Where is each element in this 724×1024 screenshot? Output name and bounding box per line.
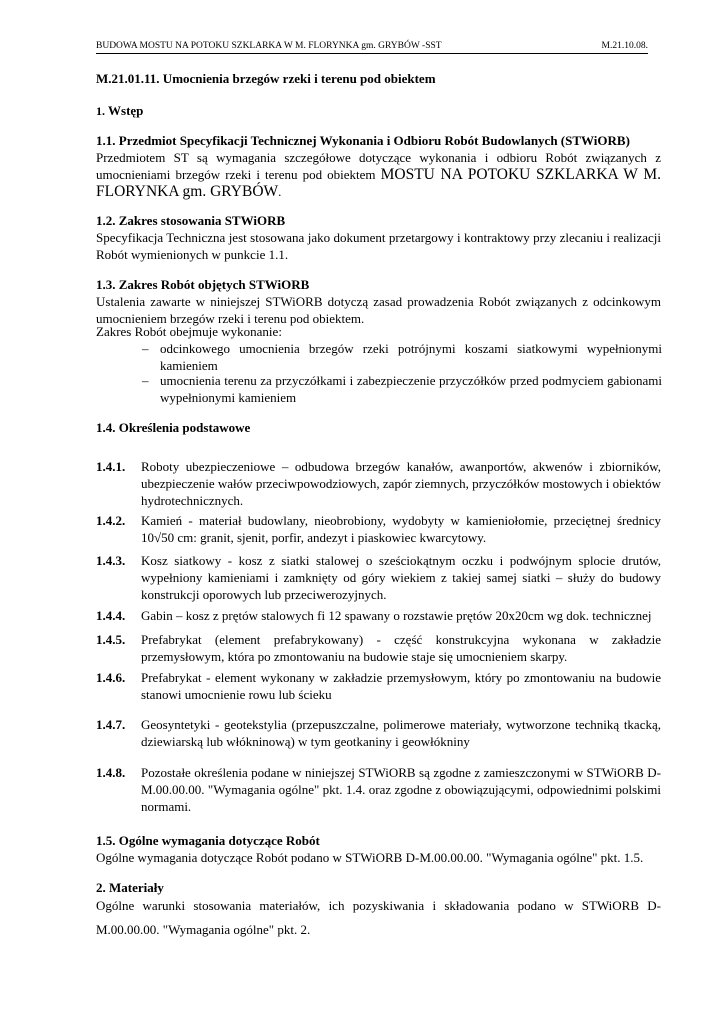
section-1-heading [96, 102, 661, 120]
section-1-5-heading: 1.5. Ogólne wymagania dotyczące Robót [96, 833, 320, 848]
header-left: BUDOWA MOSTU NA POTOKU SZKLARKA W M. FLORYNKA gm. GRYBÓW -SST [96, 41, 442, 51]
definition-item [96, 631, 661, 665]
definition-number: 1.4.6. [96, 670, 126, 685]
definition-text: Pozostałe określenia podane w niniejszej STWiORB są zgodne z zamieszczonymi w STWiORB D-M.00.00.00. "Wymagania ogólne" pkt. 1.4. oraz zgodne z obowiązującymi, odpowiednimi polskimi normami. [141, 765, 661, 814]
definition-number: 1.4.5. [96, 632, 126, 647]
definition-text: Roboty ubezpieczeniowe – odbudowa brzegów kanałów, awanportów, akwenów i zbiorników, ubezpieczenie wałów przeciwpowodziowych, zapór ziemnych, przyczółków mostowych i obiektów hydrotechnicznych. [141, 459, 661, 508]
scope-item-text: umocnienia terenu za przyczółkami i zabezpieczenie przyczółków przed podmyciem gabionami wypełnionymi kamieniem [160, 373, 662, 405]
section-1-1-end: . [278, 184, 282, 199]
definition-item [96, 607, 661, 624]
definition-item [96, 716, 661, 750]
definition-number: 1.4.1. [96, 459, 126, 474]
definition-text: Gabin – kosz z prętów stalowych fi 12 spawany o rozstawie prętów 20x20cm wg dok. technicznej [141, 608, 652, 623]
page-header [96, 40, 648, 54]
definition-text: Kosz siatkowy - kosz z siatki stalowej o sześciokątnym oczku i podwójnym splocie drutów, wypełniony kamieniami i zamknięty od góry wiekiem z takiej samej siatki – służy do budowy konstrukcji oporowych lub przeciwerozyjnych. [141, 553, 661, 602]
definition-item [96, 552, 661, 603]
definition-text: Geosyntetyki - geotekstylia (przepuszczalne, polimerowe materiały, wytworzone techniką tkacką, dziewiarską lub włókninową) w tym geotkaniny i geowłókniny [141, 717, 661, 749]
dash-bullet: – [142, 341, 149, 356]
section-1-4-heading: 1.4. Określenia podstawowe [96, 420, 251, 435]
document-title: M.21.01.11. Umocnienia brzegów rzeki i terenu pod obiektem [96, 71, 436, 86]
section-1-5-body: Ogólne wymagania dotyczące Robót podano w STWiORB D-M.00.00.00. "Wymagania ogólne" pkt. 1.5. [96, 850, 644, 865]
section-1-title: Wstęp [108, 103, 144, 118]
section-1-3-heading: 1.3. Zakres Robót objętych STWiORB [96, 277, 310, 292]
header-right: M.21.10.08. [601, 41, 648, 51]
section-1-2-heading: 1.2. Zakres stosowania STWiORB [96, 213, 286, 228]
scope-intro: Zakres Robót obejmuje wykonanie: [96, 324, 282, 339]
definition-number: 1.4.4. [96, 608, 126, 623]
definition-item [96, 512, 661, 546]
section-1-2-body: Specyfikacja Techniczna jest stosowana jako dokument przetargowy i kontraktowy przy zlecaniu i realizacji Robót wymienionych w punkcie 1.1. [96, 230, 661, 262]
dash-bullet: – [142, 373, 149, 388]
section-1-1-body [96, 149, 661, 200]
scope-item-text: odcinkowego umocnienia brzegów rzeki potrójnymi koszami siatkowymi wypełnionymi kamieniem [160, 341, 662, 373]
section-1-number: 1. [96, 104, 105, 118]
section-1-1-text: Przedmiotem ST są wymagania szczegółowe dotyczące wykonania i odbioru Robót związanych z umocnieniami brzegów rzeki i terenu pod obiektem [96, 150, 661, 182]
definition-text: Prefabrykat (element prefabrykowany) - część konstrukcyjna wykonana w zakładzie przemysłowym, która po zmontowaniu na budowie staje się umocnieniem skarpy. [141, 632, 661, 664]
section-1-1-heading: 1.1. Przedmiot Specyfikacji Technicznej Wykonania i Odbioru Robót Budowlanych (STWiORB) [96, 133, 630, 148]
section-2-body: Ogólne warunki stosowania materiałów, ich pozyskiwania i składowania podano w STWiORB D-M.00.00.00. "Wymagania ogólne" pkt. 2. [96, 898, 661, 937]
section-2-heading: 2. Materiały [96, 880, 164, 895]
definition-number: 1.4.7. [96, 717, 126, 732]
definition-item [96, 669, 661, 703]
definition-item [96, 764, 661, 815]
section-1-1-object: MOSTU NA POTOKU SZKLARKA W M. FLORYNKA gm. GRYBÓW [96, 166, 661, 200]
scope-list-item [142, 372, 662, 406]
definition-text: Kamień - materiał budowlany, nieobrobiony, wydobyty w kamieniołomie, przeciętnej średnicy 10√50 cm: granit, sjenit, porfir, andezyt i piaskowiec kwarcytowy. [141, 513, 661, 545]
definition-number: 1.4.8. [96, 765, 126, 780]
definition-item [96, 458, 661, 509]
definition-number: 1.4.2. [96, 513, 126, 528]
section-1-3-body: Ustalenia zawarte w niniejszej STWiORB dotyczą zasad prowadzenia Robót związanych z odcinkowym umocnieniem brzegów rzeki i terenu pod obiektem. [96, 294, 661, 326]
scope-list-item [142, 340, 662, 374]
definition-text: Prefabrykat - element wykonany w zakładzie przemysłowym, który po zmontowaniu na budowie stanowi umocnienie rowu lub ścieku [141, 670, 661, 702]
definition-number: 1.4.3. [96, 553, 126, 568]
